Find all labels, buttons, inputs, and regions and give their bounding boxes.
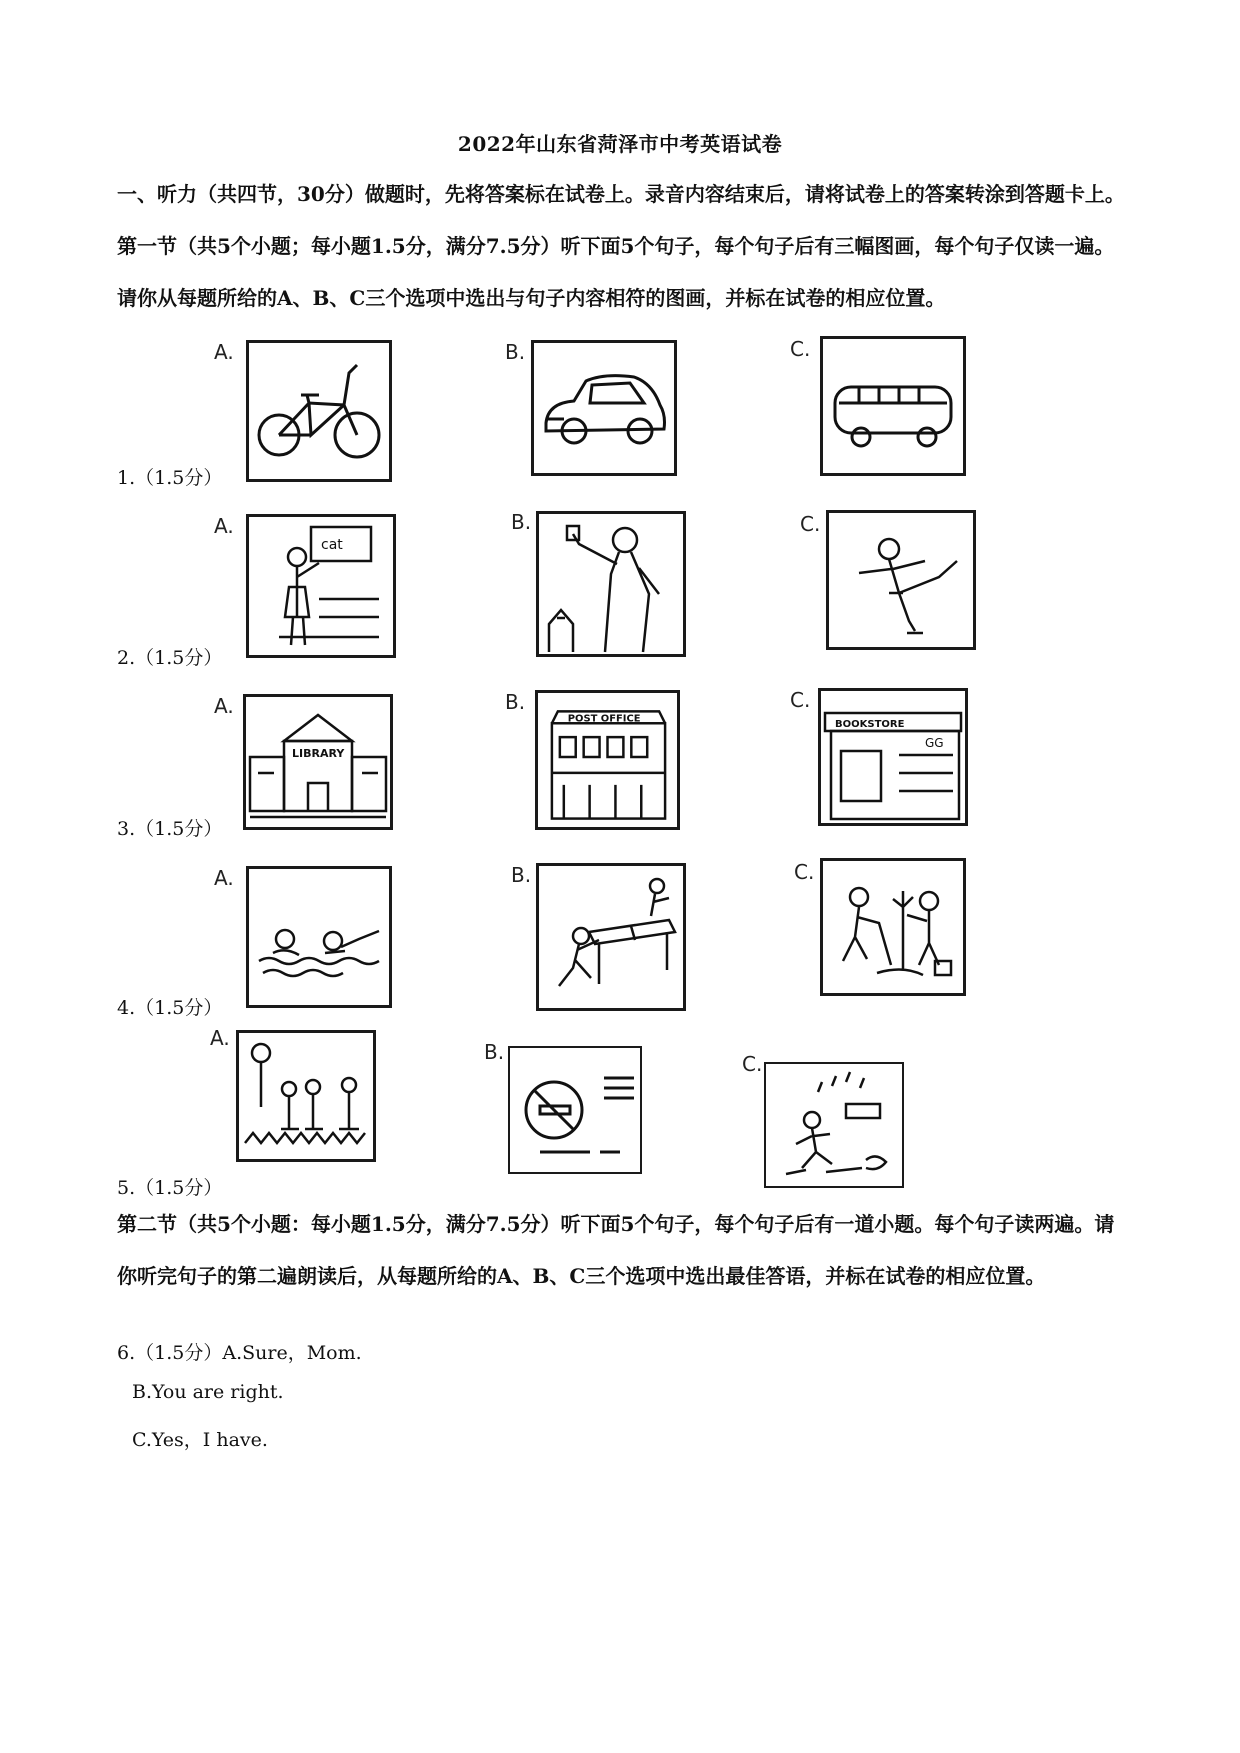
- section1-intro: 一、听力（共四节，30分）做题时，先将答案标在试卷上。录音内容结束后，请将试卷上的答案转涂到答题卡上。第一节（共5个小题；每小题1.5分，满分7.5分）听下面5个句子，每个句子后有三幅图画，每个句子仅读一遍。请你从每题所给的A、B、C三个选项中选出与句子内容相符的图画，并标在试卷的相应位置。: [117, 182, 1125, 310]
- answer-option-a[interactable]: A.Sure，Mom.: [222, 1342, 362, 1364]
- answer-option-c[interactable]: C.Yes，I have.: [132, 1429, 268, 1451]
- option-letter: C.: [742, 1052, 763, 1076]
- answer-option-b[interactable]: B.You are right.: [132, 1381, 284, 1403]
- girl-ice-skating-picture[interactable]: [826, 510, 976, 650]
- svg-text:GG: GG: [925, 736, 944, 750]
- option-letter: B.: [484, 1040, 505, 1064]
- question-label: 6.（1.5分）: [117, 1342, 223, 1364]
- boy-running-in-rain-picture[interactable]: [764, 1062, 904, 1188]
- kids-swimming-picture[interactable]: [246, 866, 392, 1008]
- option-letter: B.: [511, 863, 532, 887]
- post-office-building-picture[interactable]: [535, 690, 680, 830]
- option-letter: A.: [214, 340, 234, 364]
- option-letter: A.: [214, 866, 234, 890]
- bicycle-picture[interactable]: [246, 340, 392, 482]
- question-label: 1.（1.5分）: [117, 467, 223, 489]
- section2-intro: 第二节（共5个小题：每小题1.5分，满分7.5分）听下面5个句子，每个句子后有一道小题。每个句子读两遍。请你听完句子的第二遍朗读后，从每题所给的A、B、C三个选项中选出最佳答语，并标在试卷的相应位置。: [117, 1212, 1115, 1288]
- option-letter: B.: [505, 690, 526, 714]
- option-letter: B.: [505, 340, 526, 364]
- question-label: 4.（1.5分）: [117, 997, 223, 1019]
- page-title: 2022年山东省菏泽市中考英语试卷: [457, 132, 783, 156]
- blackboard-word: cat: [321, 537, 343, 553]
- option-letter: A.: [210, 1026, 230, 1050]
- library-sign-text: LIBRARY: [292, 747, 345, 760]
- family-group-picture[interactable]: [236, 1030, 376, 1162]
- question-label: 3.（1.5分）: [117, 818, 223, 840]
- no-smoking-sign-picture[interactable]: [508, 1046, 642, 1174]
- option-letter: A.: [214, 694, 234, 718]
- planting-trees-picture[interactable]: [820, 858, 966, 996]
- question-label: 5.（1.5分）: [117, 1177, 223, 1199]
- bookstore-sign-text: BOOKSTORE: [835, 719, 905, 730]
- teacher-at-blackboard-picture[interactable]: [246, 514, 396, 658]
- question6-line-a: [117, 1338, 362, 1365]
- option-letter: C.: [790, 337, 811, 361]
- option-letter: C.: [790, 688, 811, 712]
- option-letter: C.: [794, 860, 815, 884]
- playing-ping-pong-picture[interactable]: [536, 863, 686, 1011]
- bookstore-building-picture[interactable]: [818, 688, 968, 826]
- post-office-sign-text: POST OFFICE: [567, 713, 641, 725]
- car-picture[interactable]: [531, 340, 677, 476]
- option-letter: C.: [800, 512, 821, 536]
- library-building-picture[interactable]: [243, 694, 393, 830]
- woman-taking-photo-picture[interactable]: [536, 511, 686, 657]
- option-letter: A.: [214, 514, 234, 538]
- question-label: 2.（1.5分）: [117, 647, 223, 669]
- bus-picture[interactable]: [820, 336, 966, 476]
- option-letter: B.: [511, 510, 532, 534]
